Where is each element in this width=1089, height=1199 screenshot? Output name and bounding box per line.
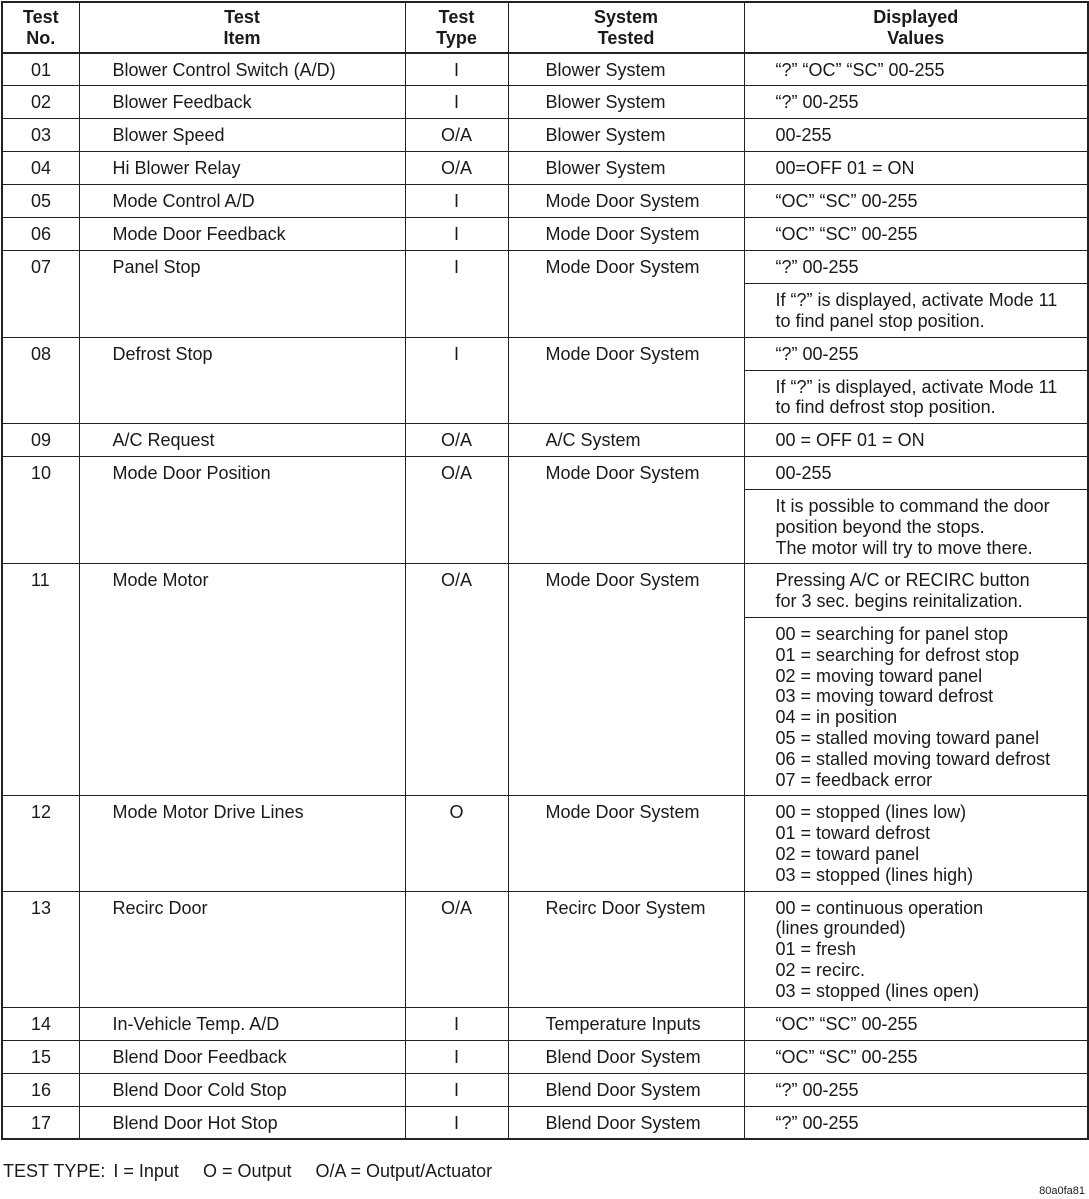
displayed-values-cell: “OC” “SC” 00-255 [744, 185, 1088, 218]
displayed-values-cell: 00-255 [744, 457, 1088, 490]
displayed-values-cell: 00 = stopped (lines low) 01 = toward defrost 02 = toward panel 03 = stopped (lines high) [744, 796, 1088, 891]
table-row [2, 424, 1088, 457]
test-no-cell: 06 [2, 218, 79, 251]
test-item-cell: Recirc Door [79, 891, 405, 1007]
test-no-cell: 14 [2, 1007, 79, 1040]
legend-actuator: O/A = Output/Actuator [315, 1161, 493, 1181]
system-tested-cell: Blower System [508, 119, 744, 152]
test-type-cell: O/A [405, 564, 508, 796]
header-system-tested: System Tested [508, 2, 744, 53]
system-tested-cell: Blend Door System [508, 1073, 744, 1106]
system-tested-cell: Mode Door System [508, 185, 744, 218]
test-no-cell: 09 [2, 424, 79, 457]
displayed-values-cell: “?” 00-255 [744, 337, 1088, 370]
displayed-values-note-cell: If “?” is displayed, activate Mode 11 to find defrost stop position. [744, 370, 1088, 424]
system-tested-cell: A/C System [508, 424, 744, 457]
test-item-cell: Hi Blower Relay [79, 152, 405, 185]
test-no-cell: 01 [2, 53, 79, 86]
test-type-cell: I [405, 1007, 508, 1040]
displayed-values-cell: “OC” “SC” 00-255 [744, 1007, 1088, 1040]
system-tested-cell: Mode Door System [508, 457, 744, 564]
test-no-cell: 04 [2, 152, 79, 185]
test-table [1, 1, 1089, 1140]
test-type-cell: O/A [405, 119, 508, 152]
test-type-cell: O/A [405, 424, 508, 457]
header-displayed-values: Displayed Values [744, 2, 1088, 53]
test-no-cell: 13 [2, 891, 79, 1007]
test-no-cell: 11 [2, 564, 79, 796]
test-item-cell: A/C Request [79, 424, 405, 457]
test-item-cell: Defrost Stop [79, 337, 405, 423]
system-tested-cell: Blower System [508, 86, 744, 119]
table-row [2, 564, 1088, 618]
displayed-values-cell: Pressing A/C or RECIRC button for 3 sec. begins reinitalization. [744, 564, 1088, 618]
displayed-values-cell: 00-255 [744, 119, 1088, 152]
test-item-cell: Mode Door Feedback [79, 218, 405, 251]
system-tested-cell: Blower System [508, 53, 744, 86]
system-tested-cell: Recirc Door System [508, 891, 744, 1007]
legend-output: O = Output [202, 1161, 292, 1181]
test-item-cell: Blend Door Hot Stop [79, 1106, 405, 1139]
system-tested-cell: Mode Door System [508, 796, 744, 891]
test-no-cell: 08 [2, 337, 79, 423]
displayed-values-cell: “?” “OC” “SC” 00-255 [744, 53, 1088, 86]
table-row [2, 185, 1088, 218]
test-type-cell: O/A [405, 152, 508, 185]
table-row [2, 457, 1088, 490]
displayed-values-note-cell: If “?” is displayed, activate Mode 11 to find panel stop position. [744, 284, 1088, 338]
table-row [2, 1106, 1088, 1139]
test-type-cell: O [405, 796, 508, 891]
test-item-cell: Blower Feedback [79, 86, 405, 119]
test-item-cell: Mode Door Position [79, 457, 405, 564]
system-tested-cell: Mode Door System [508, 564, 744, 796]
table-row [2, 251, 1088, 284]
header-row [2, 2, 1088, 53]
legend-label: TEST TYPE: [3, 1161, 106, 1181]
table-row [2, 891, 1088, 1007]
test-item-cell: Mode Control A/D [79, 185, 405, 218]
test-no-cell: 02 [2, 86, 79, 119]
test-type-cell: O/A [405, 457, 508, 564]
test-no-cell: 16 [2, 1073, 79, 1106]
displayed-values-cell: “?” 00-255 [744, 251, 1088, 284]
test-no-cell: 07 [2, 251, 79, 337]
system-tested-cell: Blend Door System [508, 1106, 744, 1139]
test-item-cell: Mode Motor [79, 564, 405, 796]
test-no-cell: 05 [2, 185, 79, 218]
test-type-cell: I [405, 185, 508, 218]
test-type-cell: I [405, 251, 508, 337]
test-type-cell: I [405, 53, 508, 86]
displayed-values-cell: “OC” “SC” 00-255 [744, 1040, 1088, 1073]
test-no-cell: 03 [2, 119, 79, 152]
displayed-values-cell: “?” 00-255 [744, 1106, 1088, 1139]
system-tested-cell: Blower System [508, 152, 744, 185]
displayed-values-cell: “?” 00-255 [744, 86, 1088, 119]
test-item-cell: Blend Door Cold Stop [79, 1073, 405, 1106]
header-test-item: Test Item [79, 2, 405, 53]
test-type-cell: I [405, 218, 508, 251]
test-type-cell: O/A [405, 891, 508, 1007]
table-body [2, 53, 1088, 1140]
legend-input: I = Input [113, 1161, 179, 1181]
table-row [2, 1040, 1088, 1073]
test-no-cell: 12 [2, 796, 79, 891]
test-type-cell: I [405, 1040, 508, 1073]
figure-code: 80a0fa81 [1039, 1185, 1085, 1197]
system-tested-cell: Mode Door System [508, 337, 744, 423]
test-item-cell: In-Vehicle Temp. A/D [79, 1007, 405, 1040]
test-item-cell: Blend Door Feedback [79, 1040, 405, 1073]
test-item-cell: Mode Motor Drive Lines [79, 796, 405, 891]
table-row [2, 86, 1088, 119]
test-type-cell: I [405, 86, 508, 119]
test-no-cell: 17 [2, 1106, 79, 1139]
system-tested-cell: Temperature Inputs [508, 1007, 744, 1040]
test-type-cell: I [405, 337, 508, 423]
test-item-cell: Blower Control Switch (A/D) [79, 53, 405, 86]
test-item-cell: Blower Speed [79, 119, 405, 152]
system-tested-cell: Mode Door System [508, 251, 744, 337]
test-no-cell: 15 [2, 1040, 79, 1073]
table-row [2, 218, 1088, 251]
table-row [2, 119, 1088, 152]
table-row [2, 796, 1088, 891]
table-row [2, 152, 1088, 185]
displayed-values-cell: 00 = OFF 01 = ON [744, 424, 1088, 457]
table-row [2, 1073, 1088, 1106]
table-row [2, 53, 1088, 86]
test-type-cell: I [405, 1106, 508, 1139]
displayed-values-cell: “OC” “SC” 00-255 [744, 218, 1088, 251]
displayed-values-note-cell: It is possible to command the door position beyond the stops. The motor will try to move there. [744, 489, 1088, 563]
system-tested-cell: Blend Door System [508, 1040, 744, 1073]
displayed-values-cell: “?” 00-255 [744, 1073, 1088, 1106]
header-test-no: Test No. [2, 2, 79, 53]
header-test-type: Test Type [405, 2, 508, 53]
system-tested-cell: Mode Door System [508, 218, 744, 251]
displayed-values-cell: 00 = continuous operation (lines grounded) 01 = fresh 02 = recirc. 03 = stopped (lines open) [744, 891, 1088, 1007]
table-row [2, 337, 1088, 370]
displayed-values-cell: 00=OFF 01 = ON [744, 152, 1088, 185]
table-row [2, 1007, 1088, 1040]
test-no-cell: 10 [2, 457, 79, 564]
test-type-legend [3, 1161, 516, 1182]
test-item-cell: Panel Stop [79, 251, 405, 337]
displayed-values-note-cell: 00 = searching for panel stop 01 = searching for defrost stop 02 = moving toward panel 03 = moving toward defrost 04 = in position 05 = stalled moving toward panel 06 = stalled moving toward defrost 07 = feedback error [744, 617, 1088, 795]
test-type-cell: I [405, 1073, 508, 1106]
